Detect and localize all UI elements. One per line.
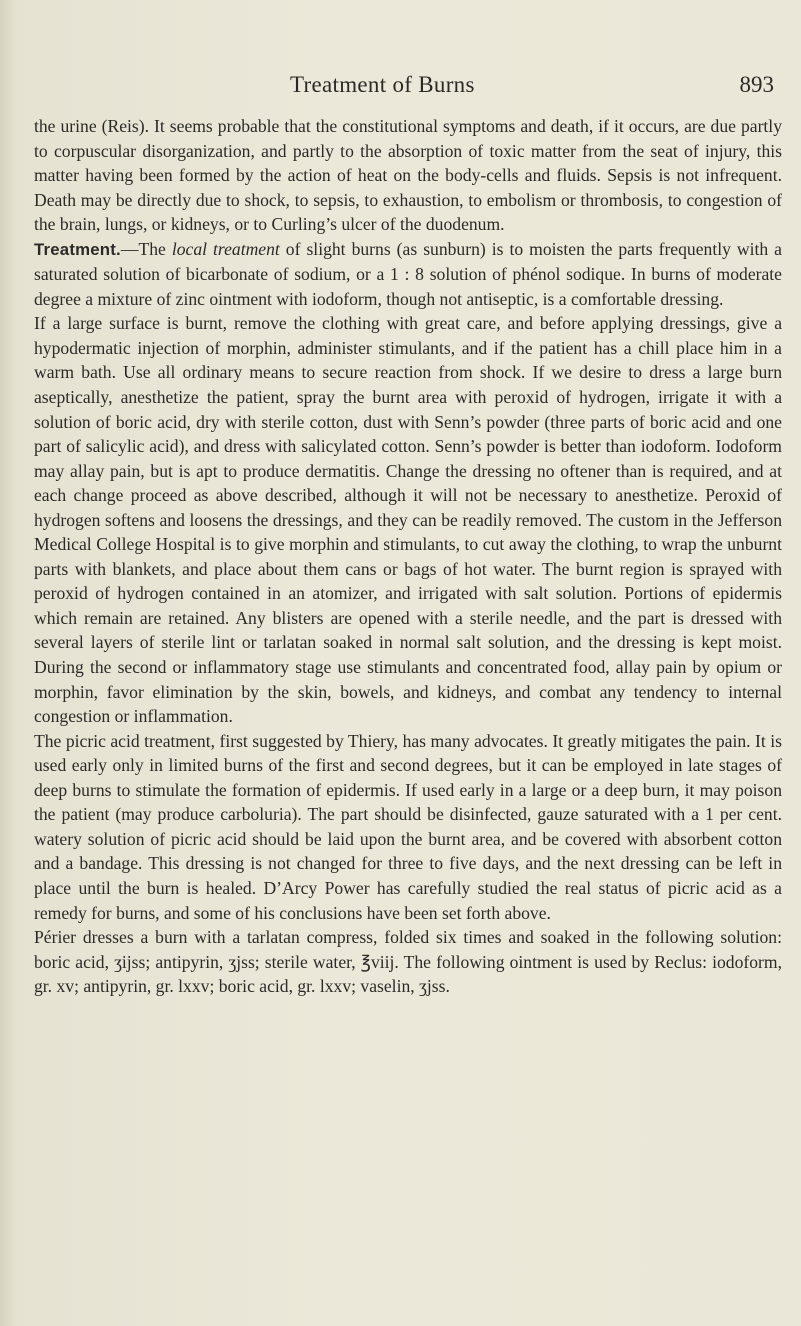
running-title: Treatment of Burns [290,72,475,97]
paragraph-picric-acid: The picric acid treatment, first suggested by Thiery, has many advocates. It greatly mitigates the pain. It is used early only in limited burns of the first and second degrees, but it can be employed in late stages of deep burns to stimulate the formation of epidermis. If used early in a large or a deep burn, it may poison the patient (may produce carboluria). The part should be disinfected, gauze saturated with a 1 per cent. watery solution of picric acid should be laid upon the burnt area, and be covered with absorbent cotton and a bandage. This dressing is not changed for three to five days, and the next dressing can be left in place until the burn is healed. D’Arcy Power has carefully studied the real status of picric acid as a remedy for burns, and some of his conclusions have been set forth above. [34,730,782,923]
treatment-text: of slight burns (as sunburn) is to moisten the parts frequently with a saturated solution of bicarbonate of sodium, or a 1 : 8 solution of phénol sodique. In burns of moderate degree a mixture of zinc ointment with iodoform, though not antiseptic, is a comfortable dressing. [34,238,782,309]
page-number: 893 [739,72,774,97]
page-header [40,72,780,106]
paragraph-perier: Périer dresses a burn with a tarlatan compress, folded six times and soaked in the following solution: boric acid, ʒijss; antipyrin, ʒjss; sterile water, ℥viij. The following ointment is used by Reclus: iodoform, gr. xv; antipyrin, gr. lxxv; boric acid, gr. lxxv; vaselin, ʒjss. [34,927,782,997]
body-text [34,114,782,999]
paragraph-constitutional-symptoms: the urine (Reis). It seems probable that the constitutional symptoms and death, if it occurs, are due partly to corpuscular disorganization, and partly to the absorption of toxic matter from the seat of injury, this matter having been formed by the action of heat on the body-cells and fluids. Sepsis is not infrequent. Death may be directly due to shock, to sepsis, to exhaustion, to embolism or thrombosis, to congestion of the brain, lungs, or kidneys, or to Curling’s ulcer of the duodenum. [34,116,782,235]
paragraph-treatment [34,237,782,312]
page-gutter [0,0,14,1326]
treatment-italic-phrase: local treatment [171,238,280,259]
paragraph-large-surface: If a large surface is burnt, remove the clothing with great care, and before applying dressings, give a hypodermatic injection of morphin, administer stimulants, and if the patient has a chill place him in a warm bath. Use all ordinary means to secure reaction from shock. If we desire to dress a large burn aseptically, anesthetize the patient, spray the burnt area with peroxid of hydrogen, irrigate it with a solution of boric acid, dry with sterile cotton, dust with Senn’s powder (three parts of boric acid and one part of salicylic acid), and dress with salicylated cotton. Senn’s powder is better than iodoform. Iodoform may allay pain, but is apt to produce dermatitis. Change the dressing no oftener than is required, and at each change proceed as above described, although it will not be necessary to anesthetize. Peroxid of hydrogen softens and loosens the dressings, and they can be readily removed. The custom in the Jefferson Medical College Hospital is to give morphin and stimulants, to cut away the clothing, to wrap the unburnt parts with blankets, and place about them cans or bags of hot water. The burnt region is sprayed with peroxid of hydrogen contained in an atomizer, and irrigated with salt solution. Portions of epidermis which remain are retained. Any blisters are opened with a sterile needle, and the part is dressed with several layers of sterile lint or tarlatan soaked in normal salt solution, and the dressing is kept moist. During the second or inflammatory stage use stimulants and concentrated food, allay pain by opium or morphin, favor elimination by the skin, bowels, and kidneys, and combat any tendency to internal congestion or inflammation. [34,313,782,727]
treatment-dash: —The [120,238,172,259]
section-heading-treatment: Treatment. [34,239,121,259]
